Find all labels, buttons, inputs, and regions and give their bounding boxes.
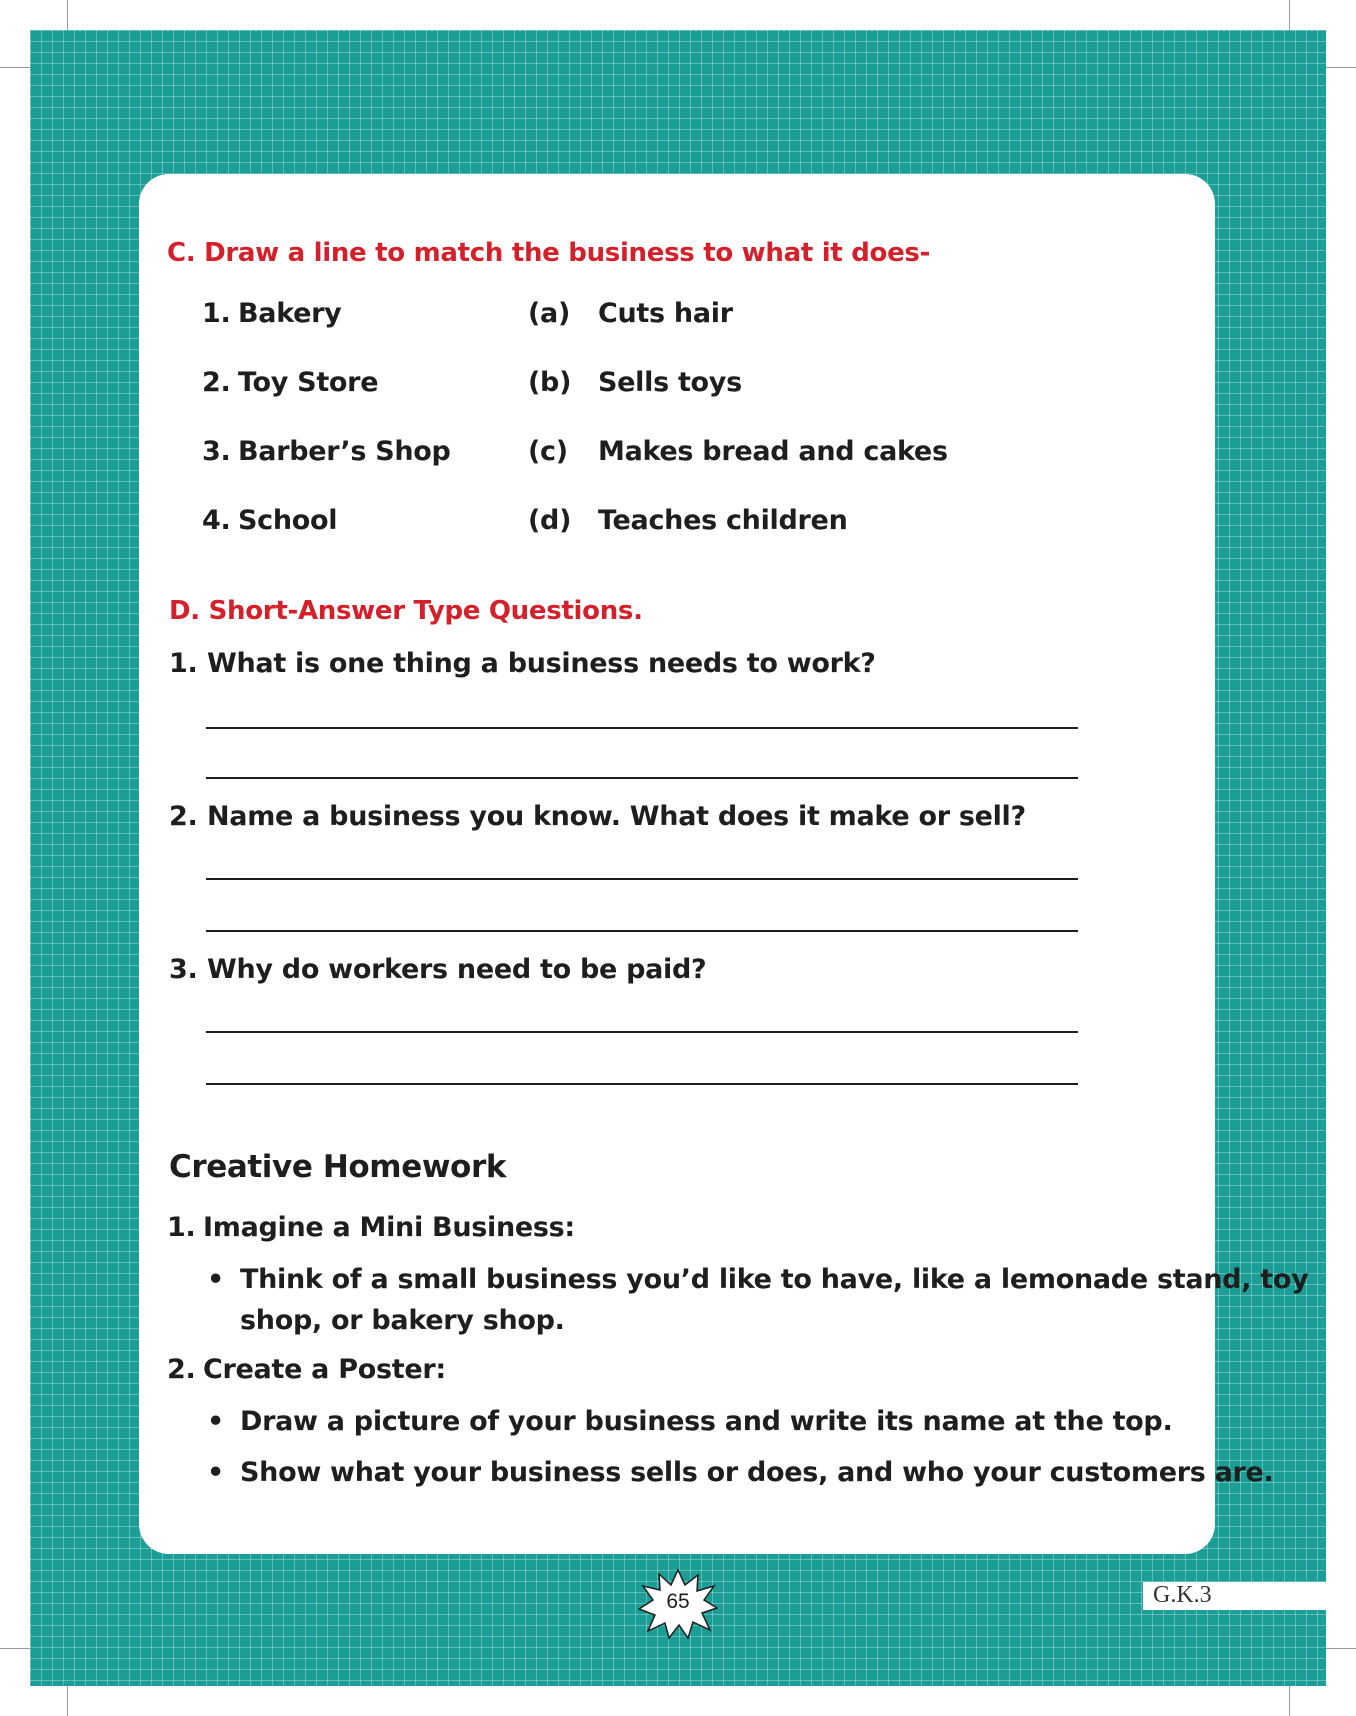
match-right-letter: (a) xyxy=(528,298,570,329)
question-number: 1. xyxy=(169,648,198,679)
match-left-label: School xyxy=(238,505,338,536)
page-number: 65 xyxy=(666,1590,690,1613)
match-left-label: Bakery xyxy=(238,298,342,329)
bullet-icon: • xyxy=(207,1406,225,1437)
match-left-label: Barber’s Shop xyxy=(238,436,451,467)
answer-line[interactable] xyxy=(206,878,1078,880)
match-right-label: Teaches children xyxy=(598,505,848,536)
homework-bullet-line: Draw a picture of your business and write its name at the top. xyxy=(240,1406,1173,1437)
homework-item-number: 1. xyxy=(167,1212,196,1243)
match-right-letter: (d) xyxy=(528,505,572,536)
crop-mark xyxy=(0,1648,30,1649)
crop-mark xyxy=(1289,0,1290,30)
answer-line[interactable] xyxy=(206,1083,1078,1085)
answer-line[interactable] xyxy=(206,777,1078,779)
section-c-heading: C. Draw a line to match the business to what it does- xyxy=(167,238,931,268)
question-number: 3. xyxy=(169,954,198,985)
match-left-number: 1. xyxy=(202,298,231,329)
match-left-number: 3. xyxy=(202,436,231,467)
match-left-number: 2. xyxy=(202,367,231,398)
match-right-letter: (b) xyxy=(528,367,572,398)
match-right-label: Makes bread and cakes xyxy=(598,436,948,467)
question-number: 2. xyxy=(169,801,198,832)
crop-mark xyxy=(0,67,30,68)
creative-homework-title: Creative Homework xyxy=(169,1149,507,1185)
homework-bullet-line: Think of a small business you’d like to have, like a lemonade stand, toy xyxy=(240,1264,1309,1295)
crop-mark xyxy=(1326,67,1356,68)
question-text: Name a business you know. What does it make or sell? xyxy=(207,801,1026,832)
homework-item-number: 2. xyxy=(167,1354,196,1385)
answer-line[interactable] xyxy=(206,1031,1078,1033)
question-text: What is one thing a business needs to work? xyxy=(207,648,876,679)
question-text: Why do workers need to be paid? xyxy=(207,954,707,985)
book-label: G.K.3 xyxy=(1153,1582,1212,1608)
homework-bullet-line: Show what your business sells or does, and who your customers are. xyxy=(240,1457,1274,1488)
match-left-label: Toy Store xyxy=(238,367,379,398)
answer-line[interactable] xyxy=(206,727,1078,729)
match-right-label: Cuts hair xyxy=(598,298,733,329)
crop-mark xyxy=(1326,1648,1356,1649)
answer-line[interactable] xyxy=(206,930,1078,932)
homework-item-title: Imagine a Mini Business: xyxy=(203,1212,575,1243)
homework-item-title: Create a Poster: xyxy=(203,1354,446,1385)
match-right-letter: (c) xyxy=(528,436,568,467)
bullet-icon: • xyxy=(207,1457,225,1488)
bullet-icon: • xyxy=(207,1264,225,1295)
match-left-number: 4. xyxy=(202,505,231,536)
match-right-label: Sells toys xyxy=(598,367,742,398)
crop-mark xyxy=(1289,1686,1290,1716)
crop-mark xyxy=(67,1686,68,1716)
section-d-heading: D. Short-Answer Type Questions. xyxy=(169,596,643,626)
crop-mark xyxy=(67,0,68,30)
homework-bullet-line: shop, or bakery shop. xyxy=(240,1305,565,1336)
